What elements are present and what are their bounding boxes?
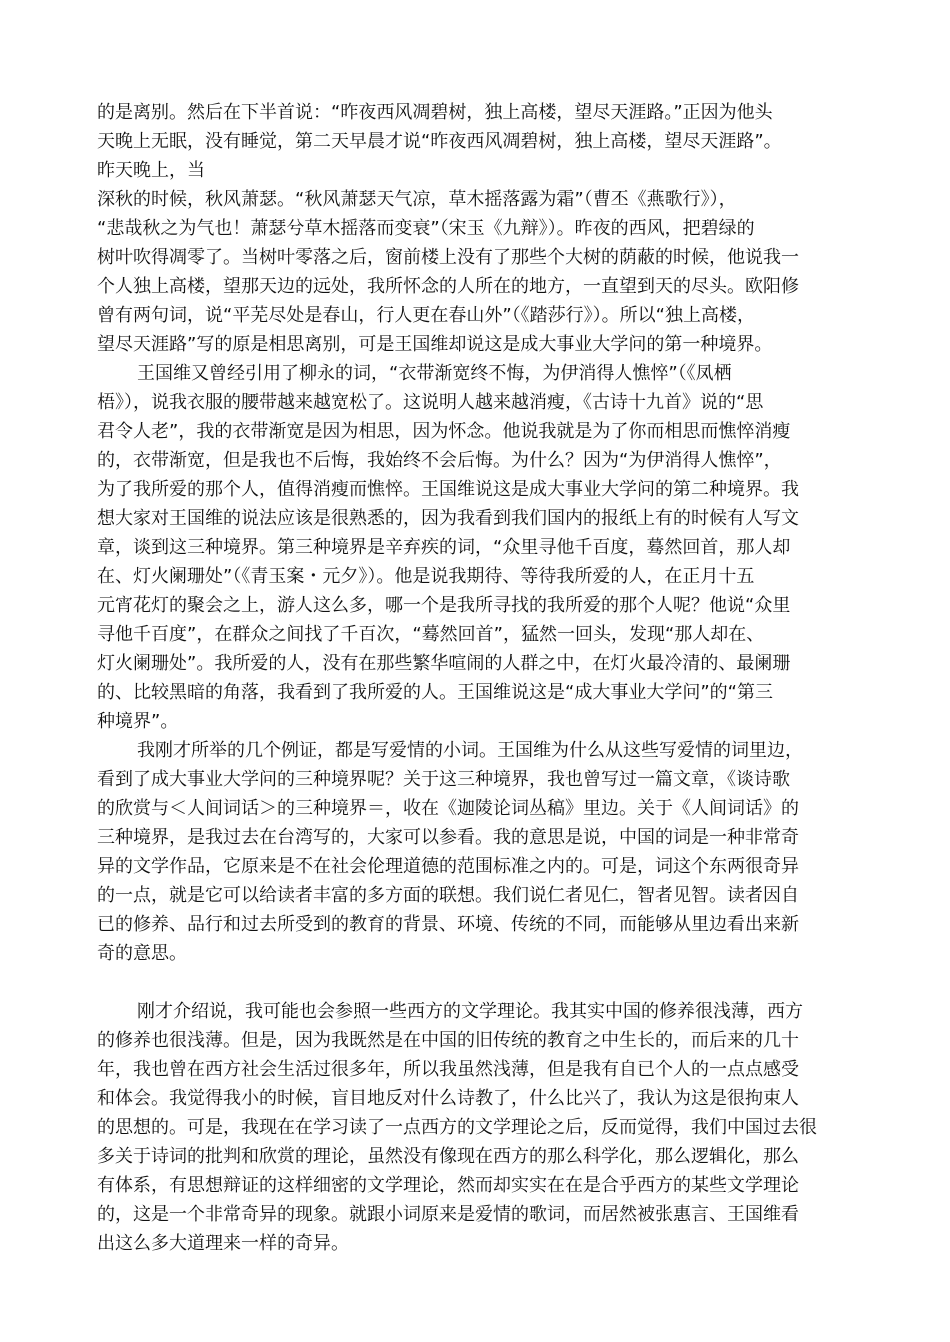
paragraph-start-line: 王国维又曾经引用了柳永的词，“衣带渐宽终不悔，为伊消得人憔悴”（《凤栖 [137,363,732,384]
text-line: 有体系，有思想辩证的这样细密的文学理论，然而却实实在在是合乎西方的某些文学理论 [97,1175,799,1196]
text-line: 的修养也很浅薄。但是，因为我既然是在中国的旧传统的教育之中生长的，而后来的几十 [97,1030,799,1051]
text-line: 年，我也曾在西方社会生活过很多年，所以我虽然浅薄，但是我有自已个人的一点点感受 [97,1059,799,1080]
text-line: 多关于诗词的批判和欣赏的理论，虽然没有像现在西方的那么科学化，那么逻辑化，那么 [97,1146,799,1167]
paragraph-start-line: 我刚才所举的几个例证，都是写爱情的小词。王国维为什么从这些写爱情的词里边， [137,740,803,761]
text-line: 出这么多大道理来一样的奇异。 [97,1233,349,1254]
text-line: 的欣赏与＜人间词话＞的三种境界＝，收在《迦陵论词丛稿》里边。关于《人间词话》的 [97,798,799,819]
text-line: 树叶吹得凋零了。当树叶零落之后，窗前楼上没有了那些个大树的荫蔽的时候，他说我一 [97,247,799,268]
text-line: 奇的意思。 [97,943,187,964]
text-line: 的思想的。可是，我现在在学习读了一点西方的文学理论之后，反而觉得，我们中国过去很 [97,1117,817,1138]
text-line: 的、比较黑暗的角落，我看到了我所爱的人。王国维说这是“成大事业大学问”的“第三 [97,682,773,703]
text-line: 和体会。我觉得我小的时候，盲目地反对什么诗教了，什么比兴了，我认为这是很拘束人 [97,1088,799,1109]
text-line: 曾有两句词，说“平芜尽处是春山，行人更在春山外”（《踏莎行》）。所以“独上高楼， [97,305,755,326]
text-line: 深秋的时候，秋风萧瑟。“秋风萧瑟天气凉，草木摇落露为霜”（曹丕《燕歌行》）， [97,189,737,210]
text-line: 寻他千百度”，在群众之间找了千百次，“蓦然回首”，猛然一回头，发现“那人却在、 [97,624,765,645]
text-line: 个人独上高楼，望那天边的远处，我所怀念的人所在的地方，一直望到天的尽头。欧阳修 [97,276,799,297]
text-line: 君令人老”，我的衣带渐宽是因为相思，因为怀念。他说我就是为了你而相思而憔悴消瘦 [97,421,791,442]
paragraph-start-line: 刚才介绍说，我可能也会参照一些西方的文学理论。我其实中国的修养很浅薄，西方 [137,1001,803,1022]
text-line: 天晚上无眠，没有睡觉，第二天早晨才说“昨夜西风凋碧树，独上高楼，望尽天涯路”。 [97,131,782,152]
text-line: 灯火阑珊处”。我所爱的人，没有在那些繁华喧闹的人群之中，在灯火最冷清的、最阑珊 [97,653,791,674]
text-line: 昨天晚上，当 [97,160,205,181]
text-line: 的是离别。然后在下半首说：“昨夜西风凋碧树，独上高楼，望尽天涯路。”正因为他头 [97,102,773,123]
text-line: 在、灯火阑珊处”（《青玉案・元夕》）。他是说我期待、等待我所爱的人，在正月十五 [97,566,755,587]
text-line: 异的文学作品，它原来是不在社会伦理道德的范围标准之内的。可是，词这个东两很奇异 [97,856,799,877]
text-line: 种境界”。 [97,711,179,732]
text-line: 的一点，就是它可以给读者丰富的多方面的联想。我们说仁者见仁，智者见智。读者因自 [97,885,799,906]
text-line: 为了我所爱的那个人，值得消瘦而憔悴。王国维说这是成大事业大学问的第二种境界。我 [97,479,799,500]
text-line: 的，衣带渐宽，但是我也不后悔，我始终不会后悔。为什么？因为“为伊消得人憔悴”， [97,450,782,471]
text-line: 想大家对王国维的说法应该是很熟悉的，因为我看到我们国内的报纸上有的时候有人写文 [97,508,799,529]
text-line: 看到了成大事业大学问的三种境界呢？关于这三种境界，我也曾写过一篇文章，《谈诗歌 [97,769,790,790]
text-line: 章，谈到这三种境界。第三种境界是辛弃疾的词，“众里寻他千百度，蓦然回首，那人却 [97,537,791,558]
text-line: “悲哉秋之为气也！萧瑟兮草木摇落而变衰”（宋玉《九辩》）。昨夜的西风，把碧绿的 [97,218,755,239]
text-line: 望尽天涯路”写的原是相思离别，可是王国维却说这是成大事业大学问的第一种境界。 [97,334,773,355]
text-line: 三种境界，是我过去在台湾写的，大家可以参看。我的意思是说，中国的词是一种非常奇 [97,827,799,848]
text-line: 梧》），说我衣服的腰带越来越宽松了。这说明人越来越消瘦，《古诗十九首》说的“思 [97,392,764,413]
text-line: 已的修养、品行和过去所受到的教育的背景、环境、传统的不同，而能够从里边看出来新 [97,914,799,935]
text-line: 元宵花灯的聚会之上，游人这么多，哪一个是我所寻找的我所爱的那个人呢？他说“众里 [97,595,791,616]
paragraph-gap [97,968,864,997]
text-line: 的，这是一个非常奇异的现象。就跟小词原来是爱情的歌词，而居然被张惠言、王国维看 [97,1204,799,1225]
